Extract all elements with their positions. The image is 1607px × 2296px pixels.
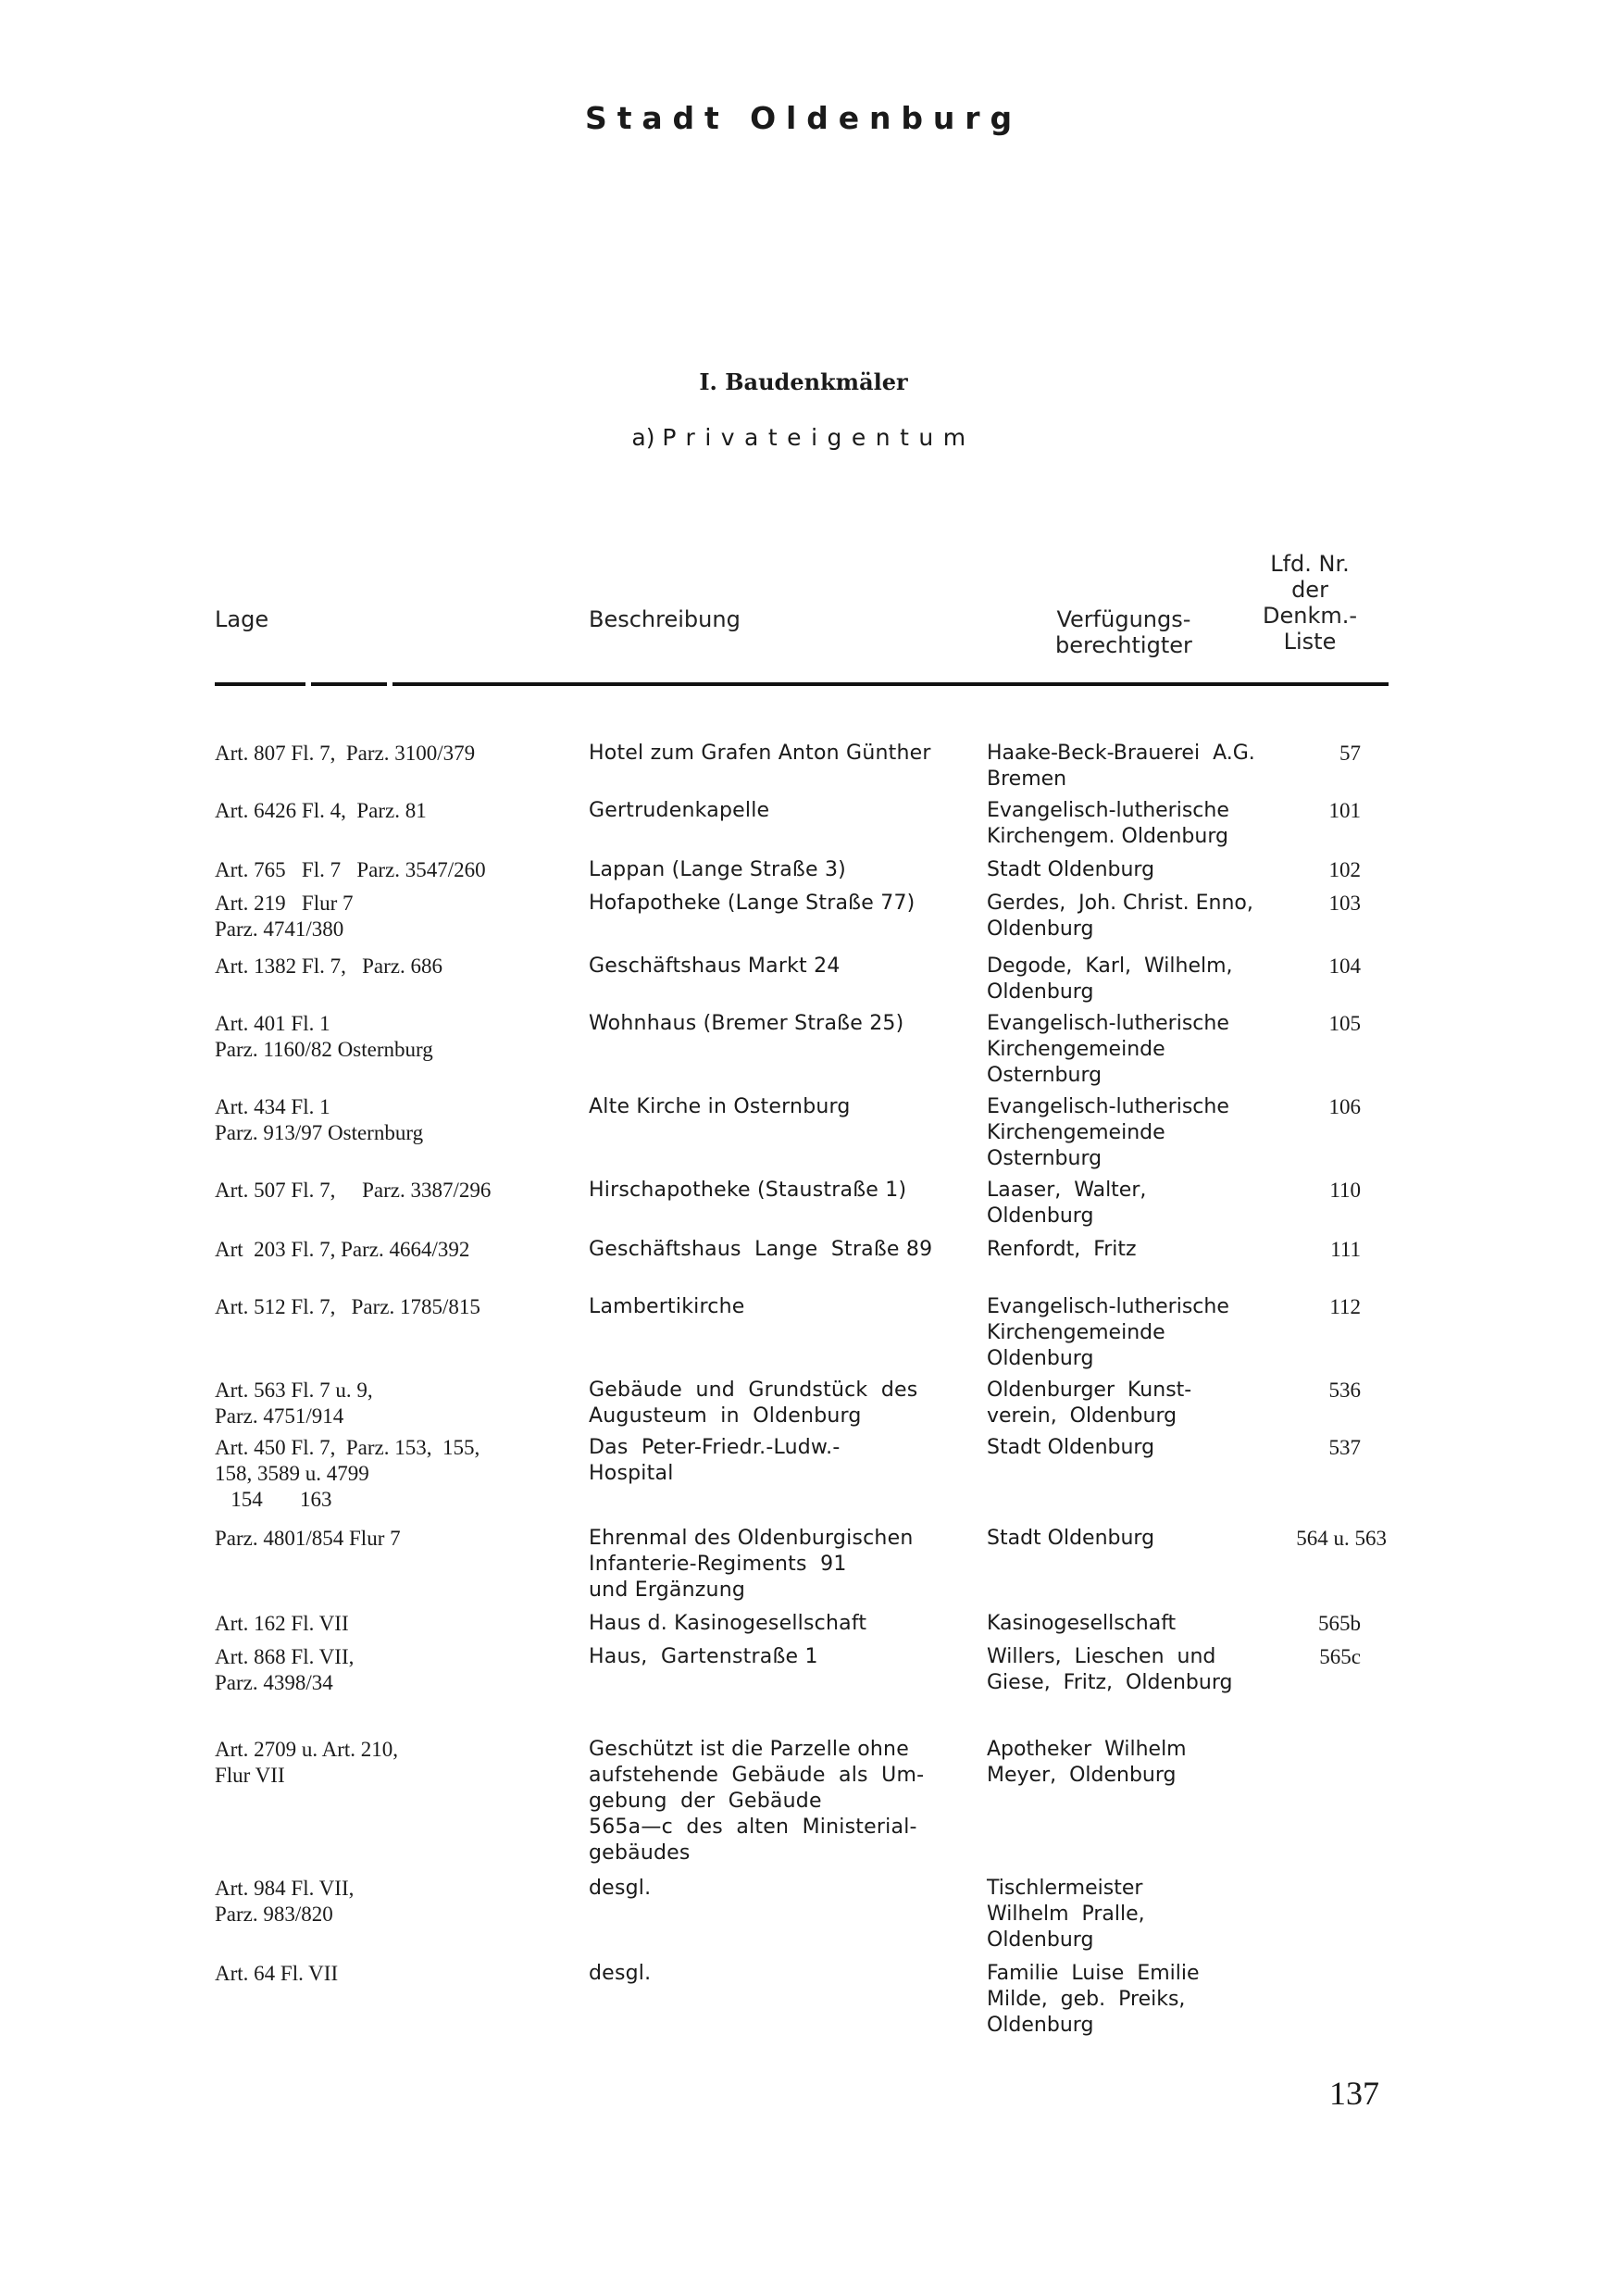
cell-lfd-nr: 106 [1328,1095,1361,1118]
cell-lage: Art. 563 Fl. 7 u. 9, Parz. 4751/914 [215,1379,373,1428]
header-verfuegungsberechtigter: Verfügungs- berechtigter [1055,606,1192,658]
cell-beschreibung: Geschäftshaus Markt 24 [589,955,841,978]
cell-beschreibung: Haus d. Kasinogesellschaft [589,1612,867,1635]
cell-lfd-nr: 111 [1330,1238,1361,1261]
cell-verfuegungsberechtigter: Gerdes, Joh. Christ. Enno, Oldenburg [987,892,1253,941]
cell-beschreibung: Lappan (Lange Straße 3) [589,858,846,881]
cell-lfd-nr: 101 [1328,799,1361,822]
cell-lage: Art. 807 Fl. 7, Parz. 3100/379 [215,742,476,765]
cell-verfuegungsberechtigter: Tischlermeister Wilhelm Pralle, Oldenburg [987,1877,1145,1952]
cell-beschreibung: Ehrenmal des Oldenburgischen Infanterie-Regiments 91 und Ergänzung [589,1527,914,1602]
cell-lfd-nr: 536 [1328,1379,1361,1402]
cell-beschreibung: Geschäftshaus Lange Straße 89 [589,1238,933,1261]
cell-beschreibung: Hotel zum Grafen Anton Günther [589,742,931,765]
cell-lage: Art. 162 Fl. VII [215,1612,349,1635]
cell-beschreibung: desgl. [589,1962,652,1985]
cell-beschreibung: Hirschapotheke (Staustraße 1) [589,1179,907,1202]
cell-verfuegungsberechtigter: Familie Luise Emilie Milde, geb. Preiks, Oldenburg [987,1962,1200,2037]
cell-verfuegungsberechtigter: Evangelisch-lutherische Kirchengem. Oldenburg [987,799,1229,848]
header-rule-main [392,682,1389,686]
cell-lfd-nr: 110 [1329,1179,1361,1202]
cell-lfd-nr: 102 [1328,858,1361,881]
header-lfd-nr: Lfd. Nr. der Denkm.- Liste [1262,551,1358,655]
header-rule-segment [311,682,387,686]
cell-beschreibung: Gebäude und Grundstück des Augusteum in Oldenburg [589,1379,918,1428]
cell-verfuegungsberechtigter: Stadt Oldenburg [987,1527,1155,1550]
cell-verfuegungsberechtigter: Evangelisch-lutherische Kirchengemeinde Osternburg [987,1012,1229,1087]
header-lage: Lage [215,606,269,632]
cell-lfd-nr: 104 [1328,955,1361,978]
cell-lage: Art. 868 Fl. VII, Parz. 4398/34 [215,1645,355,1694]
header-rule-segment [215,682,305,686]
cell-lfd-nr: 57 [1339,742,1361,765]
cell-beschreibung: Hofapotheke (Lange Straße 77) [589,892,916,915]
cell-verfuegungsberechtigter: Willers, Lieschen und Giese, Fritz, Oldenburg [987,1645,1233,1694]
cell-beschreibung: Lambertikirche [589,1295,745,1318]
table-header [0,551,1607,662]
cell-lage: Art. 984 Fl. VII, Parz. 983/820 [215,1877,355,1926]
page-number: 137 [1329,2075,1379,2112]
cell-lfd-nr: 103 [1328,892,1361,915]
cell-beschreibung: desgl. [589,1877,652,1900]
cell-lage: Art. 765 Fl. 7 Parz. 3547/260 [215,858,486,881]
cell-lage: Art. 219 Flur 7 Parz. 4741/380 [215,892,354,941]
cell-verfuegungsberechtigter: Evangelisch-lutherische Kirchengemeinde Osternburg [987,1095,1229,1170]
cell-verfuegungsberechtigter: Evangelisch-lutherische Kirchengemeinde Oldenburg [987,1295,1229,1370]
cell-lage: Art. 450 Fl. 7, Parz. 153, 155, 158, 3589 u. 4799 154 163 [215,1436,480,1511]
cell-verfuegungsberechtigter: Stadt Oldenburg [987,858,1155,881]
cell-verfuegungsberechtigter: Degode, Karl, Wilhelm, Oldenburg [987,955,1233,1004]
cell-lage: Art. 512 Fl. 7, Parz. 1785/815 [215,1295,480,1318]
cell-lfd-nr: 565b [1318,1612,1361,1635]
cell-lfd-nr: 537 [1328,1436,1361,1459]
cell-beschreibung: Gertrudenkapelle [589,799,770,822]
cell-beschreibung: Wohnhaus (Bremer Straße 25) [589,1012,904,1035]
cell-verfuegungsberechtigter: Renfordt, Fritz [987,1238,1137,1261]
cell-verfuegungsberechtigter: Kasinogesellschaft [987,1612,1177,1635]
cell-lage: Art. 1382 Fl. 7, Parz. 686 [215,955,442,978]
cell-lage: Art. 6426 Fl. 4, Parz. 81 [215,799,427,822]
cell-lage: Art. 434 Fl. 1 Parz. 913/97 Osternburg [215,1095,424,1144]
cell-beschreibung: Das Peter-Friedr.-Ludw.- Hospital [589,1436,841,1485]
subsection-name: Privateigentum [662,424,976,451]
cell-lage: Parz. 4801/854 Flur 7 [215,1527,401,1550]
cell-lage: Art. 64 Fl. VII [215,1962,339,1985]
cell-beschreibung: Alte Kirche in Osternburg [589,1095,851,1118]
cell-lage: Art. 401 Fl. 1 Parz. 1160/82 Osternburg [215,1012,433,1061]
cell-beschreibung: Haus, Gartenstraße 1 [589,1645,818,1668]
header-beschreibung: Beschreibung [589,606,741,632]
cell-verfuegungsberechtigter: Apotheker Wilhelm Meyer, Oldenburg [987,1738,1187,1787]
cell-verfuegungsberechtigter: Haake-Beck-Brauerei A.G. Bremen [987,742,1255,791]
page-title: Stadt Oldenburg [585,100,1022,136]
cell-lage: Art. 2709 u. Art. 210, Flur VII [215,1738,399,1787]
cell-beschreibung: Geschützt ist die Parzelle ohne aufstehende Gebäude als Um- gebung der Gebäude 565a—c des alten Ministerial- gebäudes [589,1738,925,1865]
cell-lage: Art 203 Fl. 7, Parz. 4664/392 [215,1238,470,1261]
cell-verfuegungsberechtigter: Oldenburger Kunst- verein, Oldenburg [987,1379,1192,1428]
cell-lage: Art. 507 Fl. 7, Parz. 3387/296 [215,1179,492,1202]
cell-lfd-nr: 112 [1329,1295,1361,1318]
cell-lfd-nr: 564 u. 563 [1296,1527,1387,1550]
cell-verfuegungsberechtigter: Stadt Oldenburg [987,1436,1155,1459]
cell-verfuegungsberechtigter: Laaser, Walter, Oldenburg [987,1179,1147,1228]
subsection-prefix: a) [631,424,655,451]
section-title: I. Baudenkmäler [699,368,908,395]
cell-lfd-nr: 565c [1319,1645,1361,1668]
subsection-title [0,424,1607,451]
cell-lfd-nr: 105 [1328,1012,1361,1035]
